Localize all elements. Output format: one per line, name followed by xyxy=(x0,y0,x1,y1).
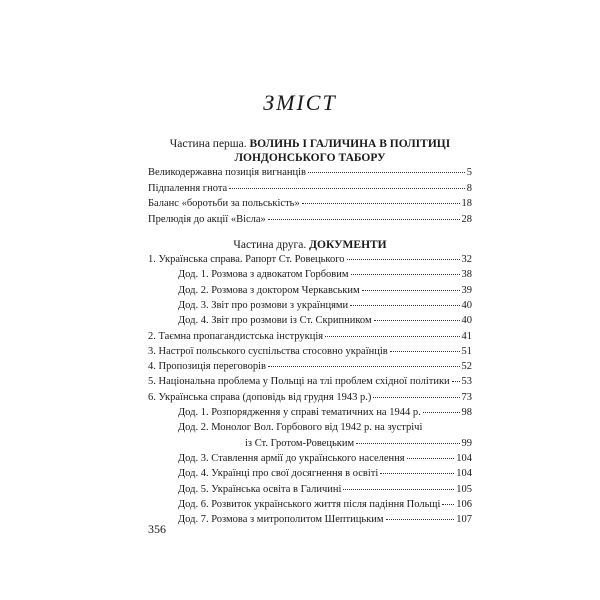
toc-leader xyxy=(442,504,454,505)
toc-entry xyxy=(178,498,472,511)
toc-entry-text: Підпалення гнота xyxy=(148,182,228,194)
toc-leader xyxy=(351,274,460,275)
toc-entry-text: 1. Українська справа. Рапорт Ст. Ровецького xyxy=(148,254,345,265)
toc-leader xyxy=(350,305,459,306)
toc-entry xyxy=(148,182,472,195)
toc-entry xyxy=(148,345,472,358)
toc-leader xyxy=(325,336,459,337)
toc-leader xyxy=(452,381,460,382)
toc-entry-page: 73 xyxy=(461,391,472,403)
toc-entry xyxy=(148,166,472,179)
toc-entry-page: 99 xyxy=(461,437,472,449)
toc-entry-text: Дод. 3. Ставлення армії до українського населення xyxy=(178,452,405,464)
toc-entry-text: 3. Настрої польського суспільства стосовно українців xyxy=(148,345,388,357)
toc-entry-page: 32 xyxy=(461,254,472,265)
toc-entry xyxy=(148,330,472,343)
toc-entry-text: Дод. 4. Українці про свої досягнення в освіті xyxy=(178,468,379,480)
toc-entry-page: 107 xyxy=(456,514,472,526)
toc-entry xyxy=(178,406,472,419)
toc-entry xyxy=(148,375,472,388)
toc-entry xyxy=(178,513,472,526)
toc-entry xyxy=(178,483,472,496)
toc-entry xyxy=(178,284,472,297)
toc-leader xyxy=(386,519,455,520)
toc-leader xyxy=(347,259,460,260)
toc-entry-text: Дод. 6. Розвиток українського життя після падіння Польщі xyxy=(178,498,441,510)
toc-leader xyxy=(268,219,460,220)
toc-entry-page: 98 xyxy=(461,407,472,418)
toc-entry-page: 104 xyxy=(456,452,472,464)
toc-entry-text: 6. Українська справа (доповідь від грудня 1943 р.) xyxy=(148,391,372,403)
toc-leader xyxy=(268,366,460,367)
toc-entry-page: 106 xyxy=(456,498,472,510)
toc-entry-page: 52 xyxy=(461,361,472,373)
part2-title: ДОКУМЕНТИ xyxy=(309,239,387,251)
toc-entry-page: 40 xyxy=(461,299,472,311)
toc-entry-page: 18 xyxy=(461,198,472,210)
toc-entry-page: 39 xyxy=(461,284,472,296)
toc-entry-page: 8 xyxy=(466,182,472,194)
toc-entry-text: Дод. 2. Монолог Вол. Горбового від 1942 р. на зустрічі xyxy=(178,422,423,434)
toc-entry xyxy=(148,197,472,210)
toc-entry xyxy=(178,314,472,327)
toc-leader xyxy=(380,473,454,474)
toc-entry-page: 51 xyxy=(461,345,472,357)
toc-leader xyxy=(356,443,459,444)
toc-leader xyxy=(302,203,460,204)
toc-leader xyxy=(407,458,455,459)
part1-title-line2: ЛОНДОНСЬКОГО ТАБОРУ xyxy=(234,152,386,164)
page-title: ЗМІСТ xyxy=(263,90,337,115)
toc-leader xyxy=(374,320,460,321)
toc-entry-text: Дод. 5. Українська освіта в Галичині xyxy=(178,483,342,495)
toc-entry-text: Дод. 1. Розмова з адвокатом Горбовим xyxy=(178,269,349,281)
toc-entry-text: 5. Національна проблема у Польщі на тлі проблем східної політики xyxy=(148,376,450,388)
toc-leader xyxy=(373,397,459,398)
toc-leader xyxy=(390,351,460,352)
toc-entry-text: Дод. 4. Звіт про розмови із Ст. Скрипником xyxy=(178,315,372,327)
toc-entry xyxy=(148,253,472,266)
part2-label: Частина друга. xyxy=(233,239,307,251)
toc-entry-text: Великодержавна позиція вигнанців xyxy=(148,167,306,178)
toc-entry-text: Дод. 3. Звіт про розмови з українцями xyxy=(178,299,349,311)
toc-entry-text: Дод. 2. Розмова з доктором Черкавським xyxy=(178,284,360,296)
part1-label: Частина перша. xyxy=(169,138,247,150)
toc-entry xyxy=(178,268,472,281)
part1-heading xyxy=(150,137,470,165)
toc-leader xyxy=(343,489,454,490)
toc-entry-page: 38 xyxy=(461,269,472,281)
toc-entry-text: Прелюдія до акції «Вісла» xyxy=(148,213,266,225)
toc-entry-page: 105 xyxy=(456,483,472,495)
toc-entry xyxy=(178,467,472,480)
toc-leader xyxy=(423,412,460,413)
toc-entry xyxy=(148,391,472,404)
toc-entry-page: 53 xyxy=(461,376,472,388)
toc-entry-text: 2. Таємна пропагандистська інструкція xyxy=(148,330,324,342)
toc-entry-text: Дод. 7. Розмова з митрополитом Шептицьким xyxy=(178,514,384,526)
toc-leader xyxy=(308,172,465,173)
toc-entry-page: 5 xyxy=(466,167,472,178)
toc-entry-page: 28 xyxy=(461,213,472,225)
toc-entry-page: 41 xyxy=(461,330,472,342)
part1-title-line1: ВОЛИНЬ І ГАЛИЧИНА В ПОЛІТИЦІ xyxy=(249,138,451,150)
toc-entry xyxy=(148,360,472,373)
toc-entry-text: Дод. 1. Розпорядження у справі тематичних на 1944 р. xyxy=(178,407,421,418)
toc-leader xyxy=(229,188,465,189)
toc-entry-text: із Ст. Гротом-Ровецьким xyxy=(245,437,355,449)
toc-entry xyxy=(148,213,472,226)
toc-entry-text: 4. Пропозиція переговорів xyxy=(148,361,266,373)
toc-entry-page: 104 xyxy=(456,468,472,480)
part2-heading xyxy=(150,238,470,252)
toc-entry xyxy=(178,299,472,312)
toc-entry xyxy=(245,437,472,450)
toc-entry-page: 40 xyxy=(461,315,472,327)
toc-entry xyxy=(178,421,472,434)
page-number: 356 xyxy=(148,522,166,536)
toc-entry-text: Баланс «боротьби за польськість» xyxy=(148,198,300,210)
toc-entry xyxy=(178,452,472,465)
toc-leader xyxy=(362,290,460,291)
